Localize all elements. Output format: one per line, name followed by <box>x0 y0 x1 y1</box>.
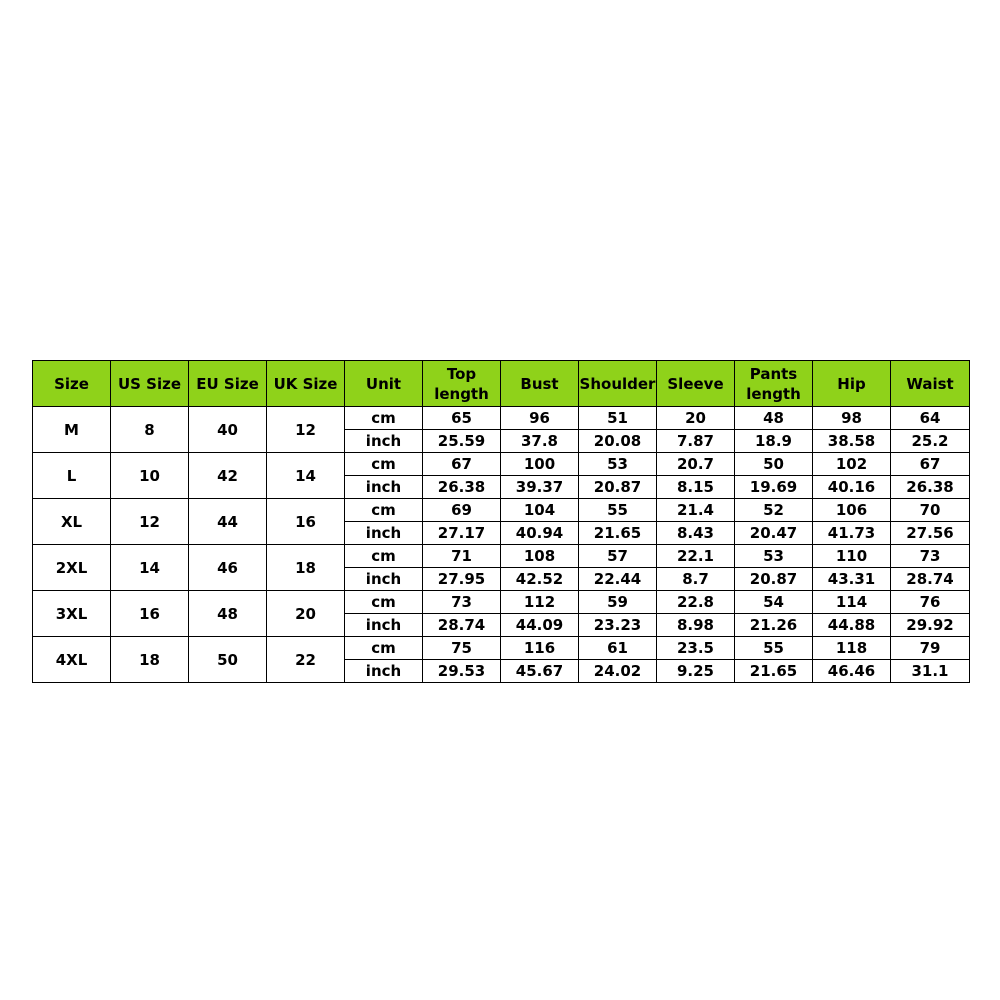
column-header-uk-size: UK Size <box>267 361 345 407</box>
top-length-cell: 69 <box>423 499 501 522</box>
table-row <box>33 637 970 660</box>
uk-size-cell: 20 <box>267 591 345 637</box>
unit-cell: cm <box>345 499 423 522</box>
eu-size-cell: 50 <box>189 637 267 683</box>
hip-cell: 98 <box>813 407 891 430</box>
us-size-cell: 18 <box>111 637 189 683</box>
uk-size-cell: 16 <box>267 499 345 545</box>
shoulder-cell: 57 <box>579 545 657 568</box>
eu-size-cell: 44 <box>189 499 267 545</box>
sleeve-cell: 23.5 <box>657 637 735 660</box>
us-size-cell: 12 <box>111 499 189 545</box>
pants-length-cell: 50 <box>735 453 813 476</box>
size-cell: 4XL <box>33 637 111 683</box>
table-row <box>33 407 970 430</box>
shoulder-cell: 55 <box>579 499 657 522</box>
bust-cell: 108 <box>501 545 579 568</box>
sleeve-cell: 8.15 <box>657 476 735 499</box>
pants-length-cell: 19.69 <box>735 476 813 499</box>
size-cell: XL <box>33 499 111 545</box>
column-header-top-length: Top length <box>423 361 501 407</box>
column-header-hip: Hip <box>813 361 891 407</box>
top-length-cell: 29.53 <box>423 660 501 683</box>
header-row <box>33 361 970 407</box>
eu-size-cell: 48 <box>189 591 267 637</box>
hip-cell: 43.31 <box>813 568 891 591</box>
bust-cell: 100 <box>501 453 579 476</box>
unit-cell: inch <box>345 476 423 499</box>
pants-length-cell: 52 <box>735 499 813 522</box>
eu-size-cell: 46 <box>189 545 267 591</box>
hip-cell: 114 <box>813 591 891 614</box>
pants-length-cell: 53 <box>735 545 813 568</box>
unit-cell: cm <box>345 637 423 660</box>
column-header-size: Size <box>33 361 111 407</box>
column-header-sleeve: Sleeve <box>657 361 735 407</box>
eu-size-cell: 42 <box>189 453 267 499</box>
sleeve-cell: 8.7 <box>657 568 735 591</box>
waist-cell: 70 <box>891 499 970 522</box>
unit-cell: cm <box>345 407 423 430</box>
hip-cell: 41.73 <box>813 522 891 545</box>
unit-cell: inch <box>345 568 423 591</box>
top-length-cell: 65 <box>423 407 501 430</box>
top-length-cell: 27.17 <box>423 522 501 545</box>
table-body <box>33 407 970 683</box>
top-length-cell: 25.59 <box>423 430 501 453</box>
uk-size-cell: 14 <box>267 453 345 499</box>
uk-size-cell: 12 <box>267 407 345 453</box>
column-header-unit: Unit <box>345 361 423 407</box>
unit-cell: cm <box>345 591 423 614</box>
top-length-cell: 27.95 <box>423 568 501 591</box>
unit-cell: cm <box>345 453 423 476</box>
top-length-cell: 71 <box>423 545 501 568</box>
hip-cell: 46.46 <box>813 660 891 683</box>
unit-cell: inch <box>345 430 423 453</box>
column-header-pants-length: Pants length <box>735 361 813 407</box>
bust-cell: 116 <box>501 637 579 660</box>
shoulder-cell: 53 <box>579 453 657 476</box>
top-length-cell: 73 <box>423 591 501 614</box>
hip-cell: 40.16 <box>813 476 891 499</box>
sleeve-cell: 21.4 <box>657 499 735 522</box>
waist-cell: 79 <box>891 637 970 660</box>
waist-cell: 76 <box>891 591 970 614</box>
unit-cell: inch <box>345 522 423 545</box>
waist-cell: 73 <box>891 545 970 568</box>
bust-cell: 44.09 <box>501 614 579 637</box>
pants-length-cell: 54 <box>735 591 813 614</box>
top-length-cell: 75 <box>423 637 501 660</box>
eu-size-cell: 40 <box>189 407 267 453</box>
unit-cell: cm <box>345 545 423 568</box>
table-row <box>33 591 970 614</box>
hip-cell: 44.88 <box>813 614 891 637</box>
hip-cell: 118 <box>813 637 891 660</box>
table-row <box>33 453 970 476</box>
sleeve-cell: 20.7 <box>657 453 735 476</box>
waist-cell: 28.74 <box>891 568 970 591</box>
us-size-cell: 16 <box>111 591 189 637</box>
waist-cell: 64 <box>891 407 970 430</box>
us-size-cell: 8 <box>111 407 189 453</box>
size-cell: M <box>33 407 111 453</box>
bust-cell: 96 <box>501 407 579 430</box>
sleeve-cell: 9.25 <box>657 660 735 683</box>
size-cell: 3XL <box>33 591 111 637</box>
table-row <box>33 545 970 568</box>
shoulder-cell: 24.02 <box>579 660 657 683</box>
pants-length-cell: 55 <box>735 637 813 660</box>
top-length-cell: 67 <box>423 453 501 476</box>
us-size-cell: 10 <box>111 453 189 499</box>
hip-cell: 106 <box>813 499 891 522</box>
sleeve-cell: 8.98 <box>657 614 735 637</box>
size-cell: 2XL <box>33 545 111 591</box>
waist-cell: 67 <box>891 453 970 476</box>
size-cell: L <box>33 453 111 499</box>
column-header-waist: Waist <box>891 361 970 407</box>
sleeve-cell: 22.8 <box>657 591 735 614</box>
hip-cell: 110 <box>813 545 891 568</box>
shoulder-cell: 22.44 <box>579 568 657 591</box>
sleeve-cell: 8.43 <box>657 522 735 545</box>
waist-cell: 27.56 <box>891 522 970 545</box>
sleeve-cell: 7.87 <box>657 430 735 453</box>
column-header-bust: Bust <box>501 361 579 407</box>
us-size-cell: 14 <box>111 545 189 591</box>
sleeve-cell: 22.1 <box>657 545 735 568</box>
hip-cell: 38.58 <box>813 430 891 453</box>
bust-cell: 40.94 <box>501 522 579 545</box>
column-header-us-size: US Size <box>111 361 189 407</box>
shoulder-cell: 61 <box>579 637 657 660</box>
bust-cell: 104 <box>501 499 579 522</box>
bust-cell: 42.52 <box>501 568 579 591</box>
uk-size-cell: 22 <box>267 637 345 683</box>
unit-cell: inch <box>345 660 423 683</box>
shoulder-cell: 21.65 <box>579 522 657 545</box>
pants-length-cell: 21.26 <box>735 614 813 637</box>
column-header-shoulder: Shoulder <box>579 361 657 407</box>
pants-length-cell: 21.65 <box>735 660 813 683</box>
waist-cell: 25.2 <box>891 430 970 453</box>
bust-cell: 112 <box>501 591 579 614</box>
shoulder-cell: 20.87 <box>579 476 657 499</box>
pants-length-cell: 18.9 <box>735 430 813 453</box>
waist-cell: 31.1 <box>891 660 970 683</box>
pants-length-cell: 20.87 <box>735 568 813 591</box>
shoulder-cell: 59 <box>579 591 657 614</box>
top-length-cell: 28.74 <box>423 614 501 637</box>
shoulder-cell: 23.23 <box>579 614 657 637</box>
size-chart-table <box>32 360 970 683</box>
shoulder-cell: 20.08 <box>579 430 657 453</box>
bust-cell: 37.8 <box>501 430 579 453</box>
top-length-cell: 26.38 <box>423 476 501 499</box>
hip-cell: 102 <box>813 453 891 476</box>
table-header <box>33 361 970 407</box>
bust-cell: 39.37 <box>501 476 579 499</box>
column-header-eu-size: EU Size <box>189 361 267 407</box>
shoulder-cell: 51 <box>579 407 657 430</box>
bust-cell: 45.67 <box>501 660 579 683</box>
uk-size-cell: 18 <box>267 545 345 591</box>
table-row <box>33 499 970 522</box>
sleeve-cell: 20 <box>657 407 735 430</box>
pants-length-cell: 48 <box>735 407 813 430</box>
waist-cell: 26.38 <box>891 476 970 499</box>
unit-cell: inch <box>345 614 423 637</box>
waist-cell: 29.92 <box>891 614 970 637</box>
pants-length-cell: 20.47 <box>735 522 813 545</box>
